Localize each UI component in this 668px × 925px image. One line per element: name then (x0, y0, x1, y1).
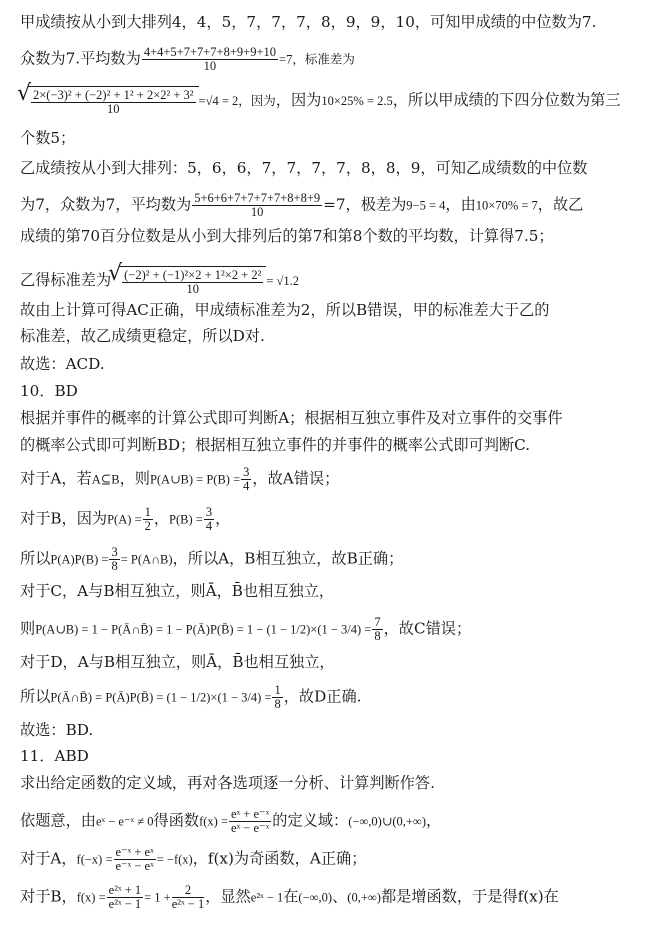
math-expression: = √1.2 (266, 274, 300, 288)
math-expression: =7，标准差为 (279, 52, 355, 67)
math-expression: = −f(x) (156, 852, 193, 867)
text-line: 对于D，A与B相互独立，则Ā，B̄也相互独立， (20, 653, 335, 671)
math-expression: =√4 = 2，因为 (198, 94, 276, 108)
sqrt-expression (119, 266, 266, 296)
denominator: 10 (107, 102, 120, 116)
text-segment: ， (215, 509, 231, 528)
math-expression: eˣ − e⁻ˣ ≠ 0 (95, 814, 154, 829)
math-expression: 9−5 = 4 (406, 198, 446, 213)
math-expression: e²ˣ − 1 (250, 890, 284, 905)
math-expression: P(A) = (107, 512, 142, 527)
fraction (204, 506, 214, 533)
text-segment: ，所以A，B相互独立，故B正确； (172, 549, 404, 568)
text-line (20, 506, 660, 533)
math-expression: A⊆B (91, 472, 120, 487)
text-line: 乙成绩按从小到大排列：5，6，6，7，7，7，7，8，8，9，可知乙成绩数的中位数 (20, 159, 588, 177)
math-expression: = 1 + (144, 890, 171, 905)
text-line (20, 808, 660, 835)
text-segment: ，故D正确. (283, 687, 362, 706)
denominator: e²ˣ − 1 (171, 897, 205, 911)
text-line: 个数5； (20, 129, 76, 147)
text-segment: 为7，众数为7，平均数为 (20, 195, 192, 214)
denominator: 8 (374, 629, 381, 643)
denominator: 10 (186, 282, 199, 296)
text-line (20, 46, 660, 73)
text-line: 求出给定函数的定义域，再对各选项逐一分析、计算判断作答. (20, 774, 435, 792)
numerator: 2 (172, 884, 204, 898)
denominator: 4 (243, 479, 250, 493)
fraction (31, 89, 196, 116)
text-segment: ，故A错误； (252, 469, 340, 488)
math-expression: f(−x) = (76, 852, 113, 867)
math-expression: (0,+∞) (347, 890, 381, 905)
text-line (20, 266, 660, 296)
text-segment: 所以 (20, 549, 51, 568)
denominator: e²ˣ − 1 (108, 897, 142, 911)
text-segment: ，故C错误； (383, 619, 472, 638)
numerator: 3 (111, 545, 118, 559)
numerator: 1 (144, 505, 151, 519)
fraction (241, 466, 251, 493)
text-line: 成绩的第70百分位数是从小到大排列后的第7和第8个数的平均数，计算得7.5； (20, 227, 554, 245)
text-line (20, 684, 660, 711)
text-segment: 得函数 (153, 811, 200, 830)
numerator: e⁻ˣ + eˣ (115, 845, 154, 859)
text-segment: 对于A，若 (20, 469, 92, 488)
text-segment: ，因为 (275, 91, 322, 109)
text-segment: 、 (332, 887, 348, 906)
text-segment: ， (425, 811, 442, 830)
fraction (142, 46, 278, 73)
text-line (20, 616, 660, 643)
text-line: 的概率公式即可判断BD；根据相互独立事件的并事件的概率公式即可判断C. (20, 436, 531, 454)
question-number: 10．BD (20, 382, 78, 400)
text-line: 甲成绩按从小到大排列4，4，5，7，7，7，8，9，9，10，可知甲成绩的中位数为7. (20, 13, 597, 31)
text-segment: ，显然 (205, 887, 251, 906)
text-segment: ，所以甲成绩的下四分位数为第三 (392, 91, 621, 109)
text-line: 故选：BD. (20, 721, 94, 739)
text-line: 对于C，A与B相互独立，则Ā，B̄也相互独立， (20, 582, 335, 600)
numerator: 3 (243, 465, 250, 479)
numerator: e²ˣ + 1 (108, 883, 142, 897)
text-segment: 对于B，因为 (20, 509, 108, 528)
text-segment: 则 (20, 619, 36, 638)
numerator: 1 (274, 683, 281, 697)
math-expression: (−∞,0)∪(0,+∞) (348, 814, 426, 829)
denominator: 8 (274, 697, 281, 711)
math-expression: P(A∪B) = P(B) = (149, 472, 241, 487)
fraction (122, 269, 263, 296)
text-line: 标准差，故乙成绩更稳定，所以D对. (20, 327, 265, 345)
text-segment: 都是增函数，于是得f(x)在 (380, 887, 559, 906)
math-expression: f(x) = (199, 814, 229, 829)
denominator: 10 (203, 59, 217, 73)
fraction (143, 506, 153, 533)
text-line (20, 86, 660, 116)
text-segment: 的定义域： (272, 811, 349, 830)
math-expression: P(Ā∩B̄) = P(Ā)P(B̄) = (1 − 1/2)×(1 − 3/4) = (50, 690, 272, 705)
text-line: 故选：ACD. (20, 355, 105, 373)
fraction (272, 684, 282, 711)
fraction (229, 808, 271, 835)
numerator: √ (−2)² + (−1)²×2 + 1²×2 + 2² (124, 268, 262, 282)
text-segment: ，f(x)为奇函数，A正确； (192, 849, 367, 868)
math-expression: 10×70% = 7 (475, 198, 538, 213)
text-line (20, 192, 660, 219)
text-line (20, 884, 660, 911)
math-expression: P(A)P(B) = (50, 552, 109, 567)
text-line (20, 546, 660, 573)
question-number: 11．ABD (20, 747, 89, 765)
fraction (172, 884, 204, 911)
denominator: 2 (144, 519, 151, 533)
denominator: 4 (205, 519, 213, 533)
math-expression: = P(A∩B) (120, 552, 173, 567)
text-segment: ，由 (445, 195, 476, 214)
math-expression: P(A∪B) = 1 − P(Ā∩B̄) = 1 − P(Ā)P(B̄) = 1 − (1 − 1/2)×(1 − 3/4) = (35, 622, 372, 637)
fraction (107, 884, 143, 911)
denominator: 8 (111, 559, 118, 573)
numerator: 4+4+5+7+7+7+8+9+9+10 (143, 45, 277, 59)
text-segment: 对于A， (20, 849, 77, 868)
text-segment: 依题意，由 (20, 811, 96, 830)
denominator: 10 (250, 205, 264, 219)
math-expression: P(B) = (169, 512, 203, 527)
numerator: 3 (205, 505, 213, 519)
text-segment: 所以 (20, 687, 51, 706)
denominator: eˣ − e⁻ˣ (231, 821, 270, 835)
fraction (372, 616, 382, 643)
denominator: e⁻ˣ − eˣ (115, 859, 154, 873)
text-segment: 众数为7.平均数为 (20, 49, 141, 68)
text-segment: 在 (283, 887, 299, 906)
numerator: 7 (374, 615, 381, 629)
text-line: 故由上计算可得AC正确，甲成绩标准差为2，所以B错误，甲的标准差大于乙的 (20, 301, 550, 319)
text-segment: ，故乙 (537, 195, 584, 214)
math-expression: 10×25% = 2.5 (321, 94, 393, 108)
fraction (109, 546, 119, 573)
text-segment: ， (153, 509, 170, 528)
text-line (20, 466, 660, 493)
text-segment: 乙得标准差为 (20, 271, 112, 289)
numerator: eˣ + e⁻ˣ (231, 807, 270, 821)
sqrt-expression (28, 86, 199, 116)
math-expression: f(x) = (76, 890, 106, 905)
numerator: 5+6+6+7+7+7+7+8+8+9 (194, 191, 321, 205)
text-segment: 对于B， (20, 887, 77, 906)
text-segment: ，则 (119, 469, 150, 488)
numerator: √ 2×(−3)² + (−2)² + 1² + 2×2² + 3² (33, 88, 194, 102)
math-expression: (−∞,0) (298, 890, 333, 905)
fraction (192, 192, 322, 219)
text-segment: =7，极差为 (323, 195, 407, 214)
text-line (20, 846, 660, 873)
text-line: 根据并事件的概率的计算公式即可判断A；根据相互独立事件及对立事件的交事件 (20, 409, 563, 427)
fraction (114, 846, 156, 873)
